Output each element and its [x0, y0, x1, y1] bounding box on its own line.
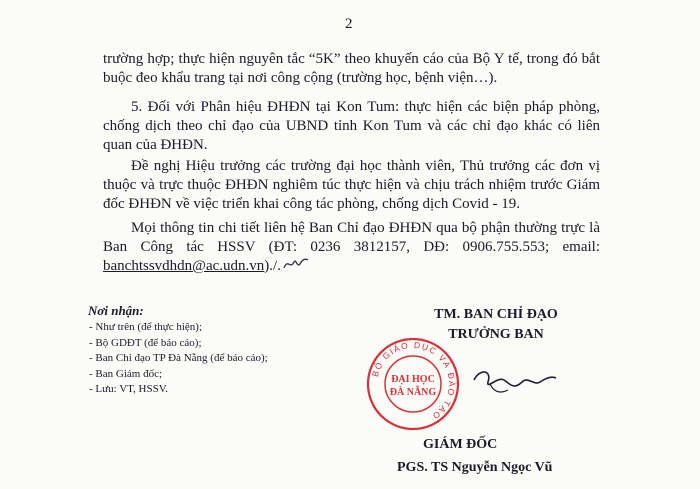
recipient-item: - Ban Chỉ đạo TP Đà Nẵng (để báo cáo); — [89, 352, 268, 364]
page-number: 2 — [345, 16, 353, 32]
initial-mark — [282, 254, 310, 274]
recipients-list — [89, 320, 268, 398]
svg-text:ĐÀ NẴNG: ĐÀ NẴNG — [389, 387, 437, 398]
recipient-item: - Ban Giám đốc; — [89, 367, 163, 380]
contact-email-link[interactable]: banchtssvdhdn@ac.udn.vn — [103, 258, 265, 274]
signature-position: TRƯỞNG BAN — [448, 327, 544, 342]
contact-end: )./. — [264, 258, 281, 274]
svg-text:ĐẠI HỌC: ĐẠI HỌC — [391, 374, 435, 385]
contact-text: Mọi thông tin chi tiết liên hệ Ban Chỉ đạo ĐHĐN qua bộ phận thường trực là Ban Công tác HSSV (ĐT: 0236 3812157, DĐ: 0906.755.553; email: — [103, 220, 600, 255]
recipient-item: - Lưu: VT, HSSV. — [89, 383, 169, 395]
paragraph-kon-tum: 5. Đối với Phân hiệu ĐHĐN tại Kon Tum: thực hiện các biện pháp phòng, chống dịch theo chỉ đạo của UBND tỉnh Kon Tum và các chỉ đạo khác có liên quan của ĐHĐN. — [103, 99, 600, 153]
signature-on-behalf: TM. BAN CHỈ ĐẠO — [434, 307, 558, 322]
recipients-title: Nơi nhận: — [88, 303, 144, 318]
signer-name: PGS. TS Nguyễn Ngọc Vũ — [397, 460, 553, 475]
paragraph-continuation: trường hợp; thực hiện nguyên tắc “5K” theo khuyến cáo của Bộ Y tế, trong đó bắt buộc đeo khẩu trang tại nơi công cộng (trường học, bệnh viện…). — [103, 51, 600, 86]
recipient-item: - Bộ GDĐT (để báo cáo); — [89, 336, 202, 349]
signer-role: GIÁM ĐỐC — [423, 437, 498, 452]
handwritten-signature — [470, 366, 560, 402]
recipient-item: - Như trên (để thực hiện); — [89, 321, 203, 333]
svg-text:BỘ GIÁO DỤC VÀ ĐÀO TẠO: BỘ GIÁO DỤC VÀ ĐÀO TẠO — [369, 339, 458, 422]
official-seal — [366, 337, 460, 431]
paragraph-request: Đề nghị Hiệu trưởng các trường đại học thành viên, Thủ trưởng các đơn vị thuộc và trực thuộc ĐHĐN nghiêm túc thực hiện và chịu trách nhiệm trước Giám đốc ĐHĐN về việc triển khai công tác phòng, chống dịch Covid - 19. — [103, 158, 600, 212]
paragraph-contact — [103, 219, 600, 276]
